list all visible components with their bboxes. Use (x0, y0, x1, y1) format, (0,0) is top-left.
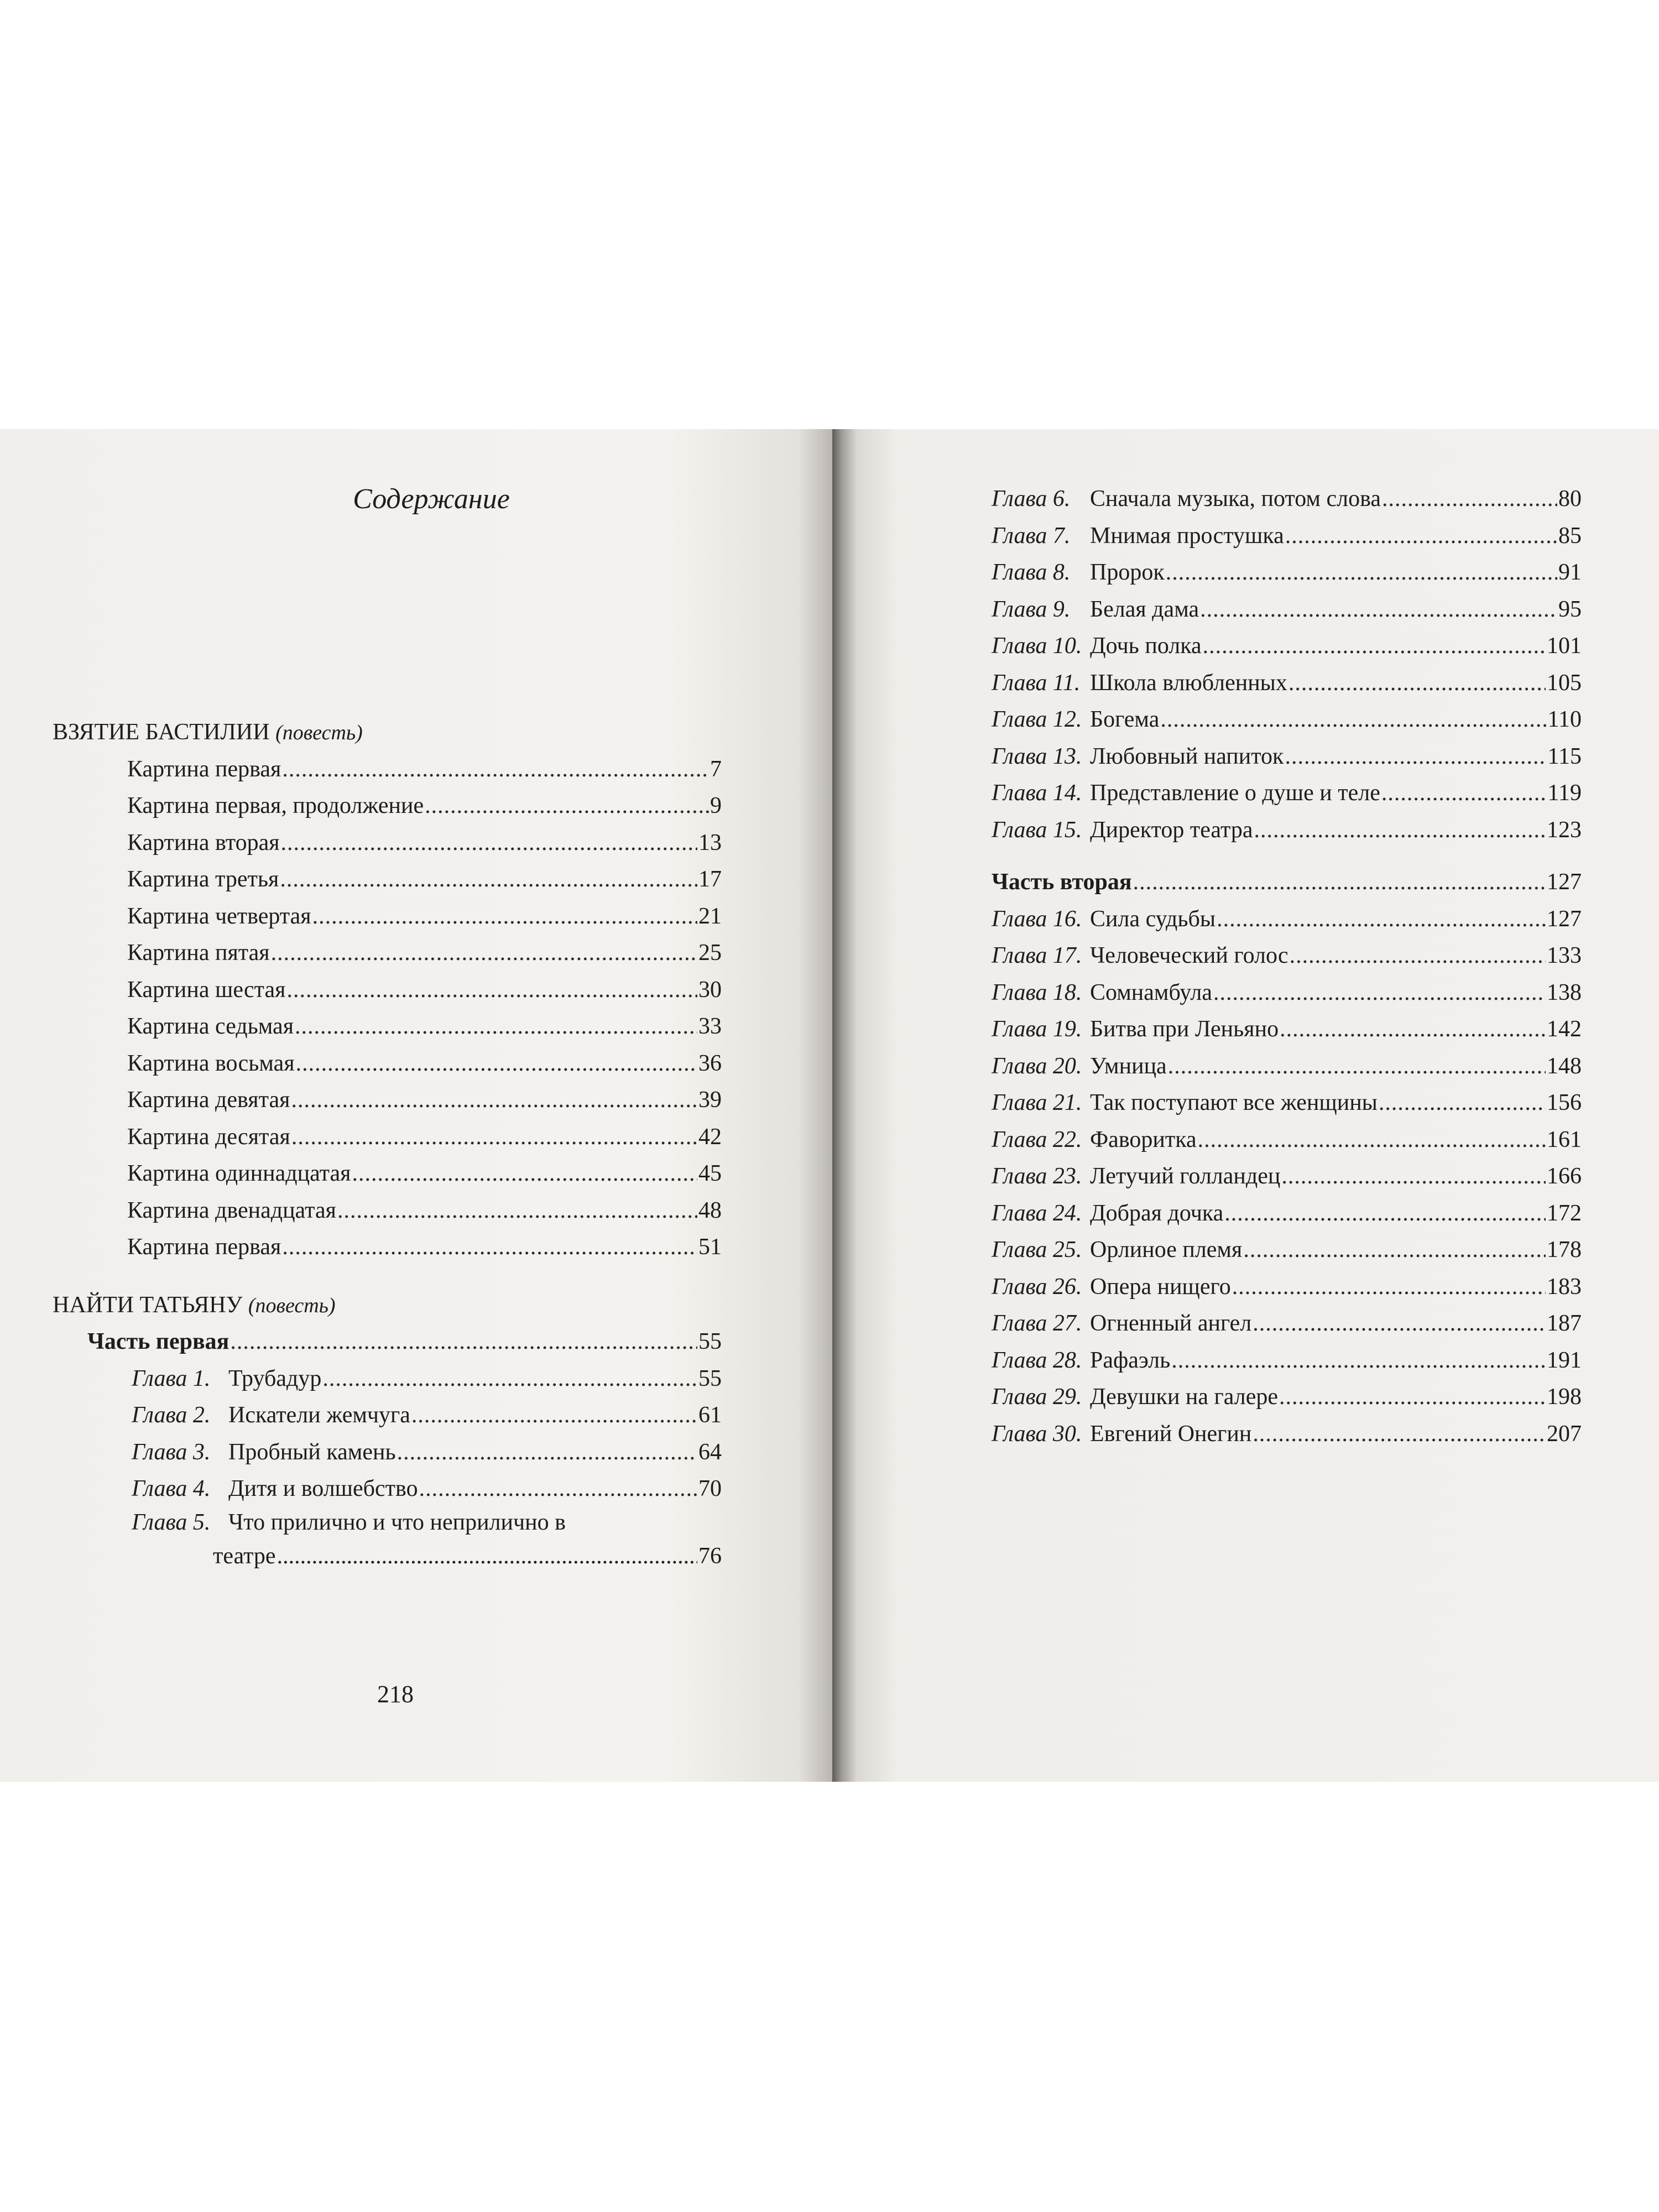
chapter-title: Мнимая простушка (1090, 523, 1284, 549)
leader-dots (1168, 1048, 1546, 1085)
chapter-title: Искатели жемчуга (228, 1402, 410, 1428)
toc-chapter-row (992, 738, 1582, 775)
entry-label: Картина одиннадцатая (127, 1161, 351, 1186)
leader-dots (1285, 518, 1557, 555)
section-heading (53, 1287, 722, 1324)
chapter-title: Сначала музыка, потом слова (1090, 486, 1381, 512)
toc-chapter-row (992, 1121, 1582, 1159)
chapter-label (132, 1470, 418, 1507)
leader-dots (1213, 974, 1546, 1011)
book-spread (0, 429, 1659, 1782)
page-number: 127 (1547, 869, 1582, 895)
leader-dots (1382, 481, 1557, 518)
leader-dots (295, 1008, 697, 1045)
leader-dots (280, 861, 697, 898)
entry-label: Картина четвертая (127, 903, 311, 929)
toc-entry-row (53, 1008, 722, 1045)
page-number: 80 (1558, 486, 1582, 512)
leader-dots (1203, 628, 1546, 665)
section-title: ВЗЯТИЕ БАСТИЛИИ (53, 719, 270, 745)
page-number: 101 (1547, 633, 1582, 659)
toc-chapter-row (992, 1048, 1582, 1085)
toc-entry-row (53, 825, 722, 862)
chapter-label (992, 518, 1284, 555)
chapter-label (992, 901, 1215, 938)
leader-dots (1285, 738, 1546, 775)
toc-entry-row (53, 787, 722, 825)
chapter-number: Глава 4. (132, 1476, 211, 1501)
page-number: 7 (710, 756, 722, 782)
page-number: 51 (698, 1234, 722, 1260)
chapter-label (992, 554, 1165, 591)
chapter-number: Глава 13. (992, 743, 1082, 769)
leader-dots (1279, 1379, 1546, 1416)
page-number: 39 (698, 1087, 722, 1113)
chapter-label (992, 974, 1212, 1011)
toc-entry-row (53, 972, 722, 1009)
leader-dots (1281, 1158, 1546, 1195)
entry-label: Картина третья (127, 867, 279, 892)
toc-chapter-row (992, 554, 1582, 591)
toc-chapter-row (992, 1342, 1582, 1379)
chapter-label (992, 628, 1202, 665)
entry-label: Картина шестая (127, 977, 286, 1003)
leader-dots (282, 1229, 697, 1266)
chapter-number: Глава 30. (992, 1421, 1082, 1447)
chapter-title: Белая дама (1090, 596, 1199, 622)
page-number: 166 (1547, 1164, 1582, 1189)
leader-dots (1166, 554, 1557, 591)
toc-chapter-row (992, 1305, 1582, 1342)
toc-entry-row (53, 861, 722, 898)
section-heading (53, 714, 722, 751)
chapter-title: Представление о душе и теле (1090, 780, 1380, 806)
leader-dots (291, 1082, 697, 1119)
page-number: 142 (1547, 1016, 1582, 1042)
leader-dots (1243, 1232, 1546, 1269)
toc-chapter-row (992, 1011, 1582, 1048)
chapter-number: Глава 18. (992, 979, 1082, 1005)
chapter-title: Трубадур (228, 1365, 322, 1391)
toc-chapter-row (992, 775, 1582, 812)
right-toc (992, 481, 1582, 1452)
chapter-number: Глава 11. (992, 670, 1081, 696)
chapter-title: Опера нищего (1090, 1274, 1231, 1300)
leader-dots (287, 972, 698, 1009)
toc-chapter-row (992, 1084, 1582, 1121)
toc-chapter-row (53, 1507, 722, 1538)
entry-label: Картина первая, продолжение (127, 793, 424, 818)
leader-dots (1280, 1011, 1546, 1048)
spacer (53, 518, 722, 714)
page-number: 127 (1547, 906, 1582, 932)
chapter-title: Любовный напиток (1090, 743, 1284, 769)
toc-entry-row (53, 1155, 722, 1192)
chapter-title: Дитя и волшебство (228, 1476, 418, 1501)
leader-dots (281, 825, 697, 862)
toc-chapter-row (992, 665, 1582, 702)
chapter-number: Глава 3. (132, 1439, 211, 1465)
page-number: 9 (710, 793, 722, 818)
toc-entry-row (53, 1192, 722, 1229)
toc-entry-row (53, 898, 722, 935)
chapter-label (992, 1232, 1242, 1269)
leader-dots (1232, 1269, 1546, 1306)
chapter-number: Глава 14. (992, 780, 1082, 806)
chapter-label (992, 1048, 1167, 1085)
spacer (992, 848, 1582, 864)
entry-label: Картина седьмая (127, 1014, 294, 1039)
leader-dots (230, 1323, 697, 1360)
entry-label: Картина первая (127, 1234, 281, 1260)
part-label: Часть первая (87, 1329, 229, 1354)
chapter-number: Глава 19. (992, 1016, 1082, 1042)
entry-label: Картина вторая (127, 830, 280, 855)
page-number: 33 (698, 1014, 722, 1039)
chapter-label (992, 1195, 1223, 1232)
chapter-label (992, 1011, 1279, 1048)
section-note: (повесть) (275, 721, 363, 744)
chapter-title: Богема (1090, 707, 1160, 732)
toc-chapter-row (992, 1195, 1582, 1232)
toc-entry-row (53, 1045, 722, 1082)
chapter-title: Добрая дочка (1090, 1200, 1224, 1226)
chapter-number: Глава 29. (992, 1384, 1082, 1410)
leader-dots (425, 787, 709, 825)
chapter-label (992, 1269, 1231, 1306)
toc-chapter-row (992, 1379, 1582, 1416)
entry-label: Картина восьмая (127, 1050, 295, 1076)
leader-dots (397, 1434, 697, 1471)
chapter-label (132, 1360, 321, 1397)
toc-entry-row (53, 1119, 722, 1156)
page-number: 95 (1558, 596, 1582, 622)
chapter-number: Глава 9. (992, 596, 1071, 622)
page-number: 156 (1547, 1090, 1582, 1115)
spacer (53, 1266, 722, 1287)
chapter-label (992, 665, 1287, 702)
chapter-title: Умница (1090, 1053, 1167, 1079)
toc-chapter-row (992, 628, 1582, 665)
part1-chapter-list (53, 1360, 722, 1507)
leader-dots (1379, 1084, 1546, 1121)
chapter-title: Рафаэль (1090, 1347, 1171, 1373)
chapter-number: Глава 21. (992, 1090, 1082, 1115)
toc-chapter-row (992, 1416, 1582, 1453)
toc-part-row (53, 1323, 722, 1360)
page-number: 119 (1547, 780, 1582, 806)
leader-dots (1133, 864, 1546, 901)
page-number: 161 (1547, 1126, 1582, 1152)
leader-dots (1217, 901, 1546, 938)
chapter-title: Фаворитка (1090, 1126, 1197, 1152)
leader-dots (1290, 937, 1546, 974)
leader-dots (1200, 591, 1557, 628)
leader-dots (337, 1192, 697, 1229)
toc-chapter-row (992, 1269, 1582, 1306)
leader-dots (1288, 665, 1546, 702)
chapter-title: Орлиное племя (1090, 1237, 1243, 1262)
page-number: 42 (698, 1124, 722, 1150)
chapter-title: Сила судьбы (1090, 906, 1216, 932)
chapter-number: Глава 8. (992, 560, 1071, 585)
page-number: 138 (1547, 979, 1582, 1005)
chapter-label (132, 1397, 410, 1434)
chapter-title: Дочь полка (1090, 633, 1202, 659)
toc-entry-row (53, 1082, 722, 1119)
chapter-title: Огненный ангел (1090, 1311, 1252, 1336)
chapter-number: Глава 15. (992, 817, 1082, 843)
page-number: 61 (698, 1402, 722, 1428)
leader-dots (296, 1045, 697, 1082)
leader-dots (1381, 775, 1547, 812)
chapter-label (992, 1379, 1278, 1416)
leader-dots (411, 1397, 697, 1434)
toc-chapter-row (53, 1360, 722, 1397)
toc-chapter-row (992, 518, 1582, 555)
toc-chapter-row (992, 1158, 1582, 1195)
chapter-number: Глава 1. (132, 1365, 211, 1391)
chapter-label (992, 775, 1380, 812)
entry-label: Картина десятая (127, 1124, 290, 1150)
page-number: 21 (698, 903, 722, 929)
chapter-title: Что прилично и что неприлично в (228, 1509, 566, 1535)
page-title: Содержание (353, 483, 510, 515)
toc-chapter-row (53, 1434, 722, 1471)
page-number: 115 (1547, 743, 1582, 769)
page-number: 36 (698, 1050, 722, 1076)
page-number: 13 (698, 830, 722, 855)
page-number: 207 (1547, 1421, 1582, 1447)
chapter-number: Глава 10. (992, 633, 1082, 659)
toc-chapter-row (992, 812, 1582, 849)
leader-dots (1224, 1195, 1546, 1232)
toc-chapter-row (992, 974, 1582, 1011)
page-number: 55 (698, 1329, 722, 1354)
chapter-number: Глава 22. (992, 1126, 1082, 1152)
leader-dots (277, 1538, 697, 1575)
chapter-title: Так поступают все женщины (1090, 1090, 1378, 1115)
chapter-title: Школа влюбленных (1090, 670, 1287, 696)
page-number: 64 (698, 1439, 722, 1465)
entry-label: Картина девятая (127, 1087, 290, 1113)
chapter-number: Глава 16. (992, 906, 1082, 932)
chapter-number: Глава 20. (992, 1053, 1082, 1079)
toc-chapter-row (992, 591, 1582, 628)
chapter-label (992, 1342, 1170, 1379)
page-number: 110 (1547, 707, 1582, 732)
chapter-label (992, 1416, 1251, 1453)
page-number: 55 (698, 1365, 722, 1391)
chapter-number: Глава 27. (992, 1311, 1082, 1336)
chapter-number: Глава 5. (132, 1509, 211, 1535)
entry-label: Картина двенадцатая (127, 1197, 336, 1223)
part1-chapter-list-cont (992, 481, 1582, 848)
chapter-title: Евгений Онегин (1090, 1421, 1252, 1447)
chapter-label (992, 1305, 1251, 1342)
toc-chapter-row (53, 1397, 722, 1434)
toc-chapter-row (992, 1232, 1582, 1269)
page-folio: 218 (377, 1681, 414, 1708)
page-number: 17 (698, 867, 722, 892)
leader-dots (271, 935, 697, 972)
chapter-number: Глава 28. (992, 1347, 1082, 1373)
chapter-title: Девушки на галере (1090, 1384, 1279, 1410)
chapter-label (992, 1158, 1280, 1195)
chapter-label (992, 1121, 1197, 1159)
leader-dots (282, 751, 709, 788)
section-note: (повесть) (248, 1293, 336, 1317)
toc-chapter-row (992, 481, 1582, 518)
page-number: 183 (1547, 1274, 1582, 1300)
page-number: 91 (1558, 560, 1582, 585)
entry-label: Картина пятая (127, 940, 270, 966)
toc-chapter-row (53, 1470, 722, 1507)
page-number: 76 (698, 1543, 722, 1569)
chapter-number: Глава 7. (992, 523, 1071, 549)
page-number: 133 (1547, 943, 1582, 968)
chapter-label (132, 1434, 396, 1471)
page-number: 48 (698, 1197, 722, 1223)
toc-chapter-row-cont (53, 1538, 722, 1575)
leader-dots (1254, 812, 1546, 849)
chapter-title: Сомнамбула (1090, 979, 1213, 1005)
chapter-title-cont: театре (213, 1543, 276, 1569)
page-number: 70 (698, 1476, 722, 1501)
leader-dots (1160, 701, 1546, 738)
toc-chapter-row (992, 937, 1582, 974)
toc-entry-row (53, 935, 722, 972)
chapter-number: Глава 23. (992, 1164, 1082, 1189)
chapter-title: Летучий голландец (1090, 1164, 1281, 1189)
page-number: 30 (698, 977, 722, 1003)
leader-dots (291, 1119, 697, 1156)
left-toc (53, 481, 722, 1574)
leader-dots (1253, 1416, 1546, 1453)
chapter-number: Глава 24. (992, 1200, 1082, 1226)
page-number: 187 (1547, 1311, 1582, 1336)
left-page (0, 429, 832, 1782)
toc-chapter-row (992, 901, 1582, 938)
chapter-number: Глава 17. (992, 943, 1082, 968)
chapter-title: Человеческий голос (1090, 943, 1288, 968)
page-number: 148 (1547, 1053, 1582, 1079)
chapter-label (992, 591, 1199, 628)
chapter-label (992, 481, 1381, 518)
leader-dots (312, 898, 697, 935)
page-number: 123 (1547, 817, 1582, 843)
leader-dots (322, 1360, 697, 1397)
chapter-number: Глава 25. (992, 1237, 1082, 1262)
part2-chapter-list (992, 901, 1582, 1453)
chapter-label (992, 701, 1159, 738)
chapter-title: Пробный камень (228, 1439, 396, 1465)
toc-chapter-row (992, 701, 1582, 738)
chapter-label (992, 738, 1284, 775)
page-number: 172 (1547, 1200, 1582, 1226)
page-number: 105 (1547, 670, 1582, 696)
chapter-label (992, 1084, 1378, 1121)
page-number: 178 (1547, 1237, 1582, 1262)
page-number: 198 (1547, 1384, 1582, 1410)
chapter-number: Глава 12. (992, 707, 1082, 732)
chapter-label (992, 937, 1288, 974)
chapter-title: Пророк (1090, 560, 1165, 585)
chapter-number: Глава 26. (992, 1274, 1082, 1300)
page-number: 25 (698, 940, 722, 966)
leader-dots (352, 1155, 697, 1192)
chapter-number: Глава 6. (992, 486, 1071, 512)
leader-dots (1171, 1342, 1546, 1379)
toc-part-row (992, 864, 1582, 901)
chapter-number: Глава 2. (132, 1402, 211, 1428)
part-label: Часть вторая (992, 869, 1132, 895)
toc-entry-row (53, 751, 722, 788)
toc-entry-row (53, 1229, 722, 1266)
page-number: 85 (1558, 523, 1582, 549)
entry-label: Картина первая (127, 756, 281, 782)
chapter-title: Директор театра (1090, 817, 1253, 843)
leader-dots (419, 1470, 697, 1507)
leader-dots (1198, 1121, 1546, 1159)
chapter-title: Битва при Леньяно (1090, 1016, 1279, 1042)
page-number: 191 (1547, 1347, 1582, 1373)
leader-dots (1253, 1305, 1546, 1342)
section-title: НАЙТИ ТАТЬЯНУ (53, 1292, 243, 1318)
section1-list (53, 751, 722, 1266)
page-number: 45 (698, 1161, 722, 1186)
chapter-label (992, 812, 1253, 849)
